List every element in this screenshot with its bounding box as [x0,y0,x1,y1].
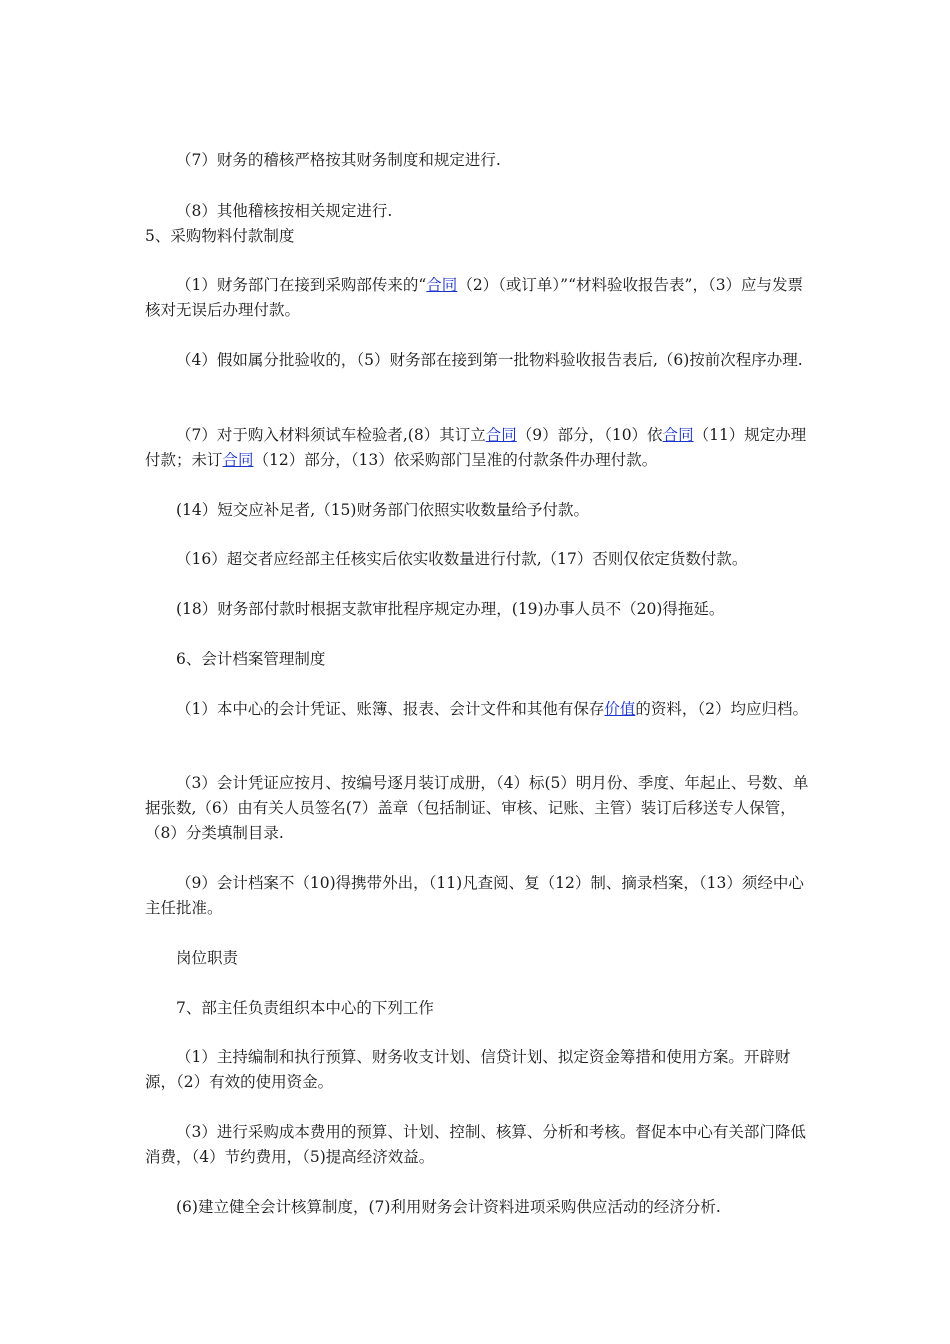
paragraph-text: 的资料，（2）均应归档。 [635,700,809,718]
paragraph-text: （1）主持编制和执行预算、财务收支计划、信贷计划、拟定资金筹措和使用方案。开辟财源，（2）有效的使用资金。 [145,1048,791,1091]
paragraph-archive-3 [145,771,810,846]
contract-link[interactable]: 合同 [662,426,694,444]
paragraph-audit-7 [145,148,810,173]
paragraph-text: (6)建立健全会计核算制度，(7)利用财务会计资料进项采购供应活动的经济分析. [176,1198,721,1216]
section-heading-duties [145,946,810,971]
paragraph-payment-7 [145,423,810,473]
paragraph-text: （4）假如属分批验收的，（5）财务部在接到第一批物料验收报告表后,（6)按前次程序办理. [176,351,803,369]
paragraph-text: （1）财务部门在接到采购部传来的“ [176,276,427,294]
paragraph-duties-1 [145,1045,810,1095]
paragraph-payment-4 [145,348,810,373]
heading-text: 7、部主任负责组织本中心的下列工作 [176,999,434,1017]
heading-text: 6、会计档案管理制度 [176,650,326,668]
paragraph-text: （9）会计档案不（10)得携带外出，（11)凡查阅、复（12）制、摘录档案，（13）须经中心主任批准。 [145,874,804,917]
paragraph-payment-14 [145,498,810,523]
paragraph-text: （8）其他稽核按相关规定进行. [176,202,393,220]
section-heading-7 [145,996,810,1021]
contract-link[interactable]: 合同 [222,451,254,469]
paragraph-duties-6 [145,1195,810,1220]
paragraph-duties-3 [145,1120,810,1170]
contract-link[interactable]: 合同 [485,426,517,444]
paragraph-audit-8 [145,199,810,224]
paragraph-payment-1 [145,273,810,323]
paragraph-payment-16 [145,547,810,572]
paragraph-text: (18）财务部付款时根据支款审批程序规定办理，(19)办事人员不（20)得拖延。 [176,600,725,618]
paragraph-archive-9 [145,871,810,921]
paragraph-text: （7）财务的稽核严格按其财务制度和规定进行. [176,151,501,169]
paragraph-text: （11）规定办理付款；未订 [145,426,807,469]
paragraph-text: （16）超交者应经部主任核实后依实收数量进行付款,（17）否则仅依定货数付款。 [176,550,748,568]
paragraph-text: （9）部分，（10）依 [516,426,663,444]
paragraph-archive-1 [145,697,810,722]
paragraph-text: （2）（或订单）”“材料验收报告表”，（3）应与发票核对无误后办理付款。 [145,276,804,319]
contract-link[interactable]: 合同 [426,276,458,294]
paragraph-text: （12）部分，（13）依采购部门呈准的付款条件办理付款。 [253,451,658,469]
paragraph-text: （3）会计凭证应按月、按编号逐月装订成册，（4）标(5）明月份、季度、年起止、号数、单据张数,（6）由有关人员签名(7）盖章（包括制证、审核、记账、主管）装订后移送专人保管，（8）分类填制目录. [145,774,809,842]
value-link[interactable]: 价值 [604,700,636,718]
paragraph-payment-18 [145,597,810,622]
heading-text: 5、采购物料付款制度 [145,227,295,245]
paragraph-text: （3）进行采购成本费用的预算、计划、控制、核算、分析和考核。督促本中心有关部门降低消费，（4）节约费用，（5)提高经济效益。 [145,1123,806,1166]
paragraph-text: （1）本中心的会计凭证、账簿、报表、会计文件和其他有保存 [176,700,605,718]
section-heading-6 [145,647,810,672]
paragraph-text: （7）对于购入材料须试车检验者,(8）其订立 [176,426,486,444]
heading-text: 岗位职责 [176,949,239,967]
section-heading-5 [145,224,810,249]
paragraph-text: (14）短交应补足者,（15)财务部门依照实收数量给予付款。 [176,501,589,519]
